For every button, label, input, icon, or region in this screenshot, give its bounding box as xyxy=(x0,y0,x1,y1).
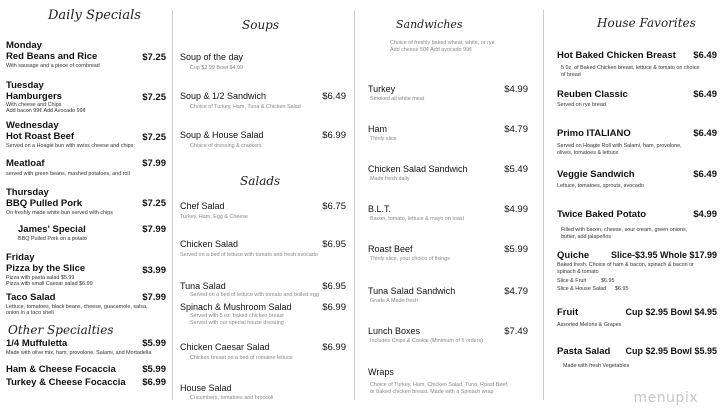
menu-item-soup-half-sandwich xyxy=(180,91,346,113)
item-price: $6.99 xyxy=(322,130,346,141)
item-price: $6.99 xyxy=(322,342,346,353)
menu-item-hamburgers xyxy=(6,80,166,120)
item-name: Hot Roast Beef xyxy=(6,131,75,142)
item-name: Tuna Salad Sandwich xyxy=(368,286,456,296)
menu-item-tuna-salad-sandwich xyxy=(368,286,528,306)
soups-heading: Soups xyxy=(242,18,280,32)
menu-item-lunch-boxes xyxy=(368,326,528,346)
item-name: James' Special xyxy=(18,224,86,235)
item-price: Cup $2.95 Bowl $5.95 xyxy=(625,346,717,356)
item-desc: Filled with bacon, cheese, sour cream, green onions, xyxy=(561,227,688,233)
menu-item-ham-focaccia xyxy=(6,364,166,376)
item-desc: Made fresh daily xyxy=(370,176,410,182)
item-desc: Baked fresh. Choice of ham & bacon, spinach & bacon or xyxy=(557,262,694,268)
day-label: Tuesday xyxy=(6,80,44,91)
menu-item-twice-baked-potato xyxy=(557,209,717,245)
item-price: $6.75 xyxy=(322,201,346,212)
item-name: Soup of the day xyxy=(180,52,244,62)
menu-item-veggie-sandwich xyxy=(557,169,717,191)
item-desc-extra: olives, tomatoes & lettuce xyxy=(557,150,619,156)
item-price: Slice-$3.95 Whole $17.99 xyxy=(610,250,717,260)
menu-item-chicken-caesar xyxy=(180,342,346,364)
menu-item-chicken-salad xyxy=(180,239,346,261)
item-name: Soup & House Salad xyxy=(180,130,264,140)
house-favorites-column xyxy=(543,0,720,410)
item-name: Veggie Sandwich xyxy=(557,169,635,180)
item-desc: Served on rye bread xyxy=(557,102,606,108)
menu-item-roast-beef xyxy=(368,244,528,264)
other-specialties-heading: Other Specialties xyxy=(8,323,114,337)
item-price: $4.79 xyxy=(504,124,528,135)
item-price: $6.95 xyxy=(322,239,346,250)
menu-item-primo-italiano xyxy=(557,128,717,158)
menu-item-hot-roast-beef xyxy=(6,120,166,154)
item-price: $7.25 xyxy=(142,132,166,143)
item-name: Hamburgers xyxy=(6,91,62,102)
soups-salads-column xyxy=(172,0,354,410)
item-desc: Served on Hoagie Roll with Salami, ham, provolone, xyxy=(557,143,682,149)
item-name: Reuben Classic xyxy=(557,89,628,100)
item-desc: Smoked all white meat xyxy=(370,96,425,102)
item-desc: With sausage and a piece of cornbread xyxy=(6,63,100,69)
item-name: Meatloaf xyxy=(6,158,45,169)
item-name: Red Beans and Rice xyxy=(6,51,98,62)
day-label: Monday xyxy=(6,40,42,51)
item-price: $7.25 xyxy=(142,198,166,209)
day-label: Wednesday xyxy=(6,120,59,131)
item-name: House Salad xyxy=(180,383,232,393)
item-price: $7.49 xyxy=(504,326,528,337)
menu-item-chicken-salad-sandwich xyxy=(368,164,528,184)
item-desc: Cucumbers, tomatoes and broccoli xyxy=(190,395,274,401)
menu-item-ham xyxy=(368,124,528,144)
item-price: $5.99 xyxy=(142,338,166,349)
item-price: $5.99 xyxy=(142,364,166,375)
item-price: $7.99 xyxy=(142,158,166,169)
item-desc-extra: spinach & tomato xyxy=(557,269,599,275)
item-name: Soup & 1/2 Sandwich xyxy=(180,91,267,101)
item-desc: Grade A Made fresh xyxy=(370,298,418,304)
item-desc: Pizza with pasta salad $5.99 xyxy=(6,275,75,281)
item-price: $6.95 xyxy=(322,281,346,292)
item-price: $6.49 xyxy=(693,50,717,61)
item-desc: BBQ Pulled Pork on a potato xyxy=(18,236,87,242)
item-desc-extra: onion in a taco shell xyxy=(6,310,54,316)
item-price: $5.49 xyxy=(504,164,528,175)
item-price: $6.49 xyxy=(693,89,717,100)
item-desc: Includes Chips & Cookie (Minimum of 5 orders) xyxy=(370,338,483,344)
item-name: Pasta Salad xyxy=(557,346,611,357)
menu-item-james-special xyxy=(6,224,166,246)
item-desc: With cheese and Chips xyxy=(6,102,62,108)
item-name: 1/4 Muffuletta xyxy=(6,338,68,349)
item-price: $3.99 xyxy=(142,265,166,276)
salads-heading: Salads xyxy=(240,174,281,188)
menu-item-quiche xyxy=(557,250,717,302)
item-name: Ham & Cheese Focaccia xyxy=(6,364,116,375)
item-name: Taco Salad xyxy=(6,292,56,303)
item-name: Hot Baked Chicken Breast xyxy=(557,50,676,61)
item-price: $7.99 xyxy=(142,224,166,235)
item-desc: On freshly made white bun served with chips xyxy=(6,210,113,216)
item-price: $7.25 xyxy=(142,52,166,63)
item-desc: Served on a Hoagie bun with swiss cheese and chips xyxy=(6,143,134,149)
menu-item-turkey-focaccia xyxy=(6,377,166,389)
item-price: $4.79 xyxy=(504,286,528,297)
item-price: $6.49 xyxy=(322,91,346,102)
menu-item-blt xyxy=(368,204,528,224)
menu-item-muffuletta xyxy=(6,338,166,360)
menu-item-wraps xyxy=(368,367,538,399)
item-price: $6.49 xyxy=(693,169,717,180)
item-price: $6.49 xyxy=(693,128,717,139)
menu-item-pasta-salad xyxy=(557,346,717,368)
item-desc: Served on a bed of lettuce with tomato and fresh avocado xyxy=(180,252,318,258)
item-desc: Made with olive mix, ham, provolone, Salami, and Mortadella xyxy=(6,350,152,356)
item-desc-extra: Pizza with small Caesar salad $6.99 xyxy=(6,281,93,287)
item-desc: Choice of Turkey, Ham, Chicken Salad, Tuna, Roast Beef, xyxy=(370,382,509,388)
menu-item-soup-house-salad xyxy=(180,130,346,152)
item-name: Turkey xyxy=(368,84,396,94)
item-desc: Thinly slice, your choice of fixings xyxy=(370,256,450,262)
item-price: Cup $2.95 Bowl $4.95 xyxy=(625,307,717,317)
sandwiches-heading: Sandwiches xyxy=(396,18,463,31)
item-price: $5.99 xyxy=(504,244,528,255)
item-price: $7.99 xyxy=(142,292,166,303)
day-label: Friday xyxy=(6,252,35,263)
item-desc: Served on a bed of lettuce with tomato and boiled egg xyxy=(190,292,319,298)
sandwiches-column xyxy=(354,0,543,410)
menu-item-hot-baked-chicken xyxy=(557,50,717,80)
menu-item-reuben xyxy=(557,89,717,111)
item-desc: served with green beans, mashed potatoes, and roll xyxy=(6,171,130,177)
item-name: Chef Salad xyxy=(180,201,225,211)
item-price: $4.99 xyxy=(504,204,528,215)
menu-item-spinach-mushroom xyxy=(180,302,346,330)
item-price: $6.99 xyxy=(322,302,346,313)
sandwiches-intro-extra: Add cheese 50¢ Add avocado 99¢ xyxy=(390,47,473,53)
quiche-combo-label: Slice & Fruit xyxy=(557,278,587,284)
item-desc: Chicken breast on a bed of romaine lettuce xyxy=(190,355,293,361)
item-name: BBQ Pulled Pork xyxy=(6,198,83,209)
menu-item-turkey xyxy=(368,84,528,104)
item-name: Turkey & Cheese Focaccia xyxy=(6,377,126,388)
item-name: Wraps xyxy=(368,367,394,377)
item-name: Twice Baked Potato xyxy=(557,209,647,220)
item-desc: Made with fresh Vegetables xyxy=(563,363,630,369)
item-name: Chicken Caesar Salad xyxy=(180,342,270,352)
daily-specials-heading: Daily Specials xyxy=(48,8,141,23)
menu-item-fruit xyxy=(557,307,717,329)
item-name: Chicken Salad Sandwich xyxy=(368,164,468,174)
menu-item-chef-salad xyxy=(180,201,346,223)
quiche-combo-price: $6.95 xyxy=(601,278,615,284)
item-desc-extra: of bread xyxy=(561,72,581,78)
item-desc: Choice of dressing & crackers xyxy=(190,143,262,149)
menu-item-taco-salad xyxy=(6,292,166,322)
menu-item-pizza-slice xyxy=(6,252,166,290)
daily-specials-column xyxy=(0,0,172,410)
item-desc: Choice of Turkey, Ham, Tuna & Chicken Salad xyxy=(190,104,301,110)
item-desc: Assorted Melons & Grapes xyxy=(557,322,622,328)
menu-item-bbq-pulled-pork xyxy=(6,187,166,219)
item-name: Chicken Salad xyxy=(180,239,239,249)
menu-item-meatloaf xyxy=(6,158,166,180)
day-label: Thursday xyxy=(6,187,49,198)
item-name: Lunch Boxes xyxy=(368,326,421,336)
item-desc: Bacon, tomato, lettuce & mayo on toast xyxy=(370,216,465,222)
item-price: $6.99 xyxy=(142,377,166,388)
item-name: Primo ITALIANO xyxy=(557,128,631,139)
menu-item-red-beans xyxy=(6,40,166,76)
item-price: $4.99 xyxy=(504,84,528,95)
item-name: Ham xyxy=(368,124,388,134)
item-desc-extra: Add bacon 99¢ Add Avocado 99¢ xyxy=(6,108,86,114)
item-name: Quiche xyxy=(557,250,590,261)
menu-item-tuna-salad xyxy=(180,281,346,301)
item-name: B.L.T. xyxy=(368,204,392,214)
item-desc: Turkey, Ham, Egg & Cheese xyxy=(180,214,249,220)
menu-item-house-salad xyxy=(180,383,346,405)
item-desc: 5 0z. of Baked Chicken breast, lettuce & tomato on choice xyxy=(561,65,700,71)
item-desc-extra: Served with our special house dressing xyxy=(190,320,284,326)
item-desc-extra: or baked chicken breast. Made with a Spinach wrap xyxy=(370,389,494,395)
quiche-combo-label: Slice & House Salad xyxy=(557,286,607,292)
house-favorites-heading: House Favorites xyxy=(597,16,696,30)
sandwiches-intro: Choice of freshly baked wheat, white, or rye xyxy=(390,40,495,46)
watermark: menupix xyxy=(633,390,698,406)
item-name: Spinach & Mushroom Salad xyxy=(180,302,292,312)
item-desc: Lettuce, tomatoes, sprouts, avocado xyxy=(557,183,644,189)
item-desc: Served with 5 oz. baked chicken breast xyxy=(190,313,284,319)
item-desc: Thinly slice xyxy=(370,136,397,142)
item-name: Pizza by the Slice xyxy=(6,263,86,274)
quiche-combo-price: $6.95 xyxy=(615,286,629,292)
item-name: Roast Beef xyxy=(368,244,413,254)
item-name: Fruit xyxy=(557,307,579,318)
item-desc-extra: butter, add jalapeños xyxy=(561,234,612,240)
item-price: $4.99 xyxy=(693,209,717,220)
item-price: $7.25 xyxy=(142,92,166,103)
item-name: Tuna Salad xyxy=(180,281,226,291)
menu-item-soup-of-day xyxy=(180,52,346,74)
item-desc: Cup $2.99 Bowl $4.99 xyxy=(190,65,244,71)
item-desc: Lettuce, tomatoes, black beans, cheese, guacamole, salsa, xyxy=(6,304,148,310)
